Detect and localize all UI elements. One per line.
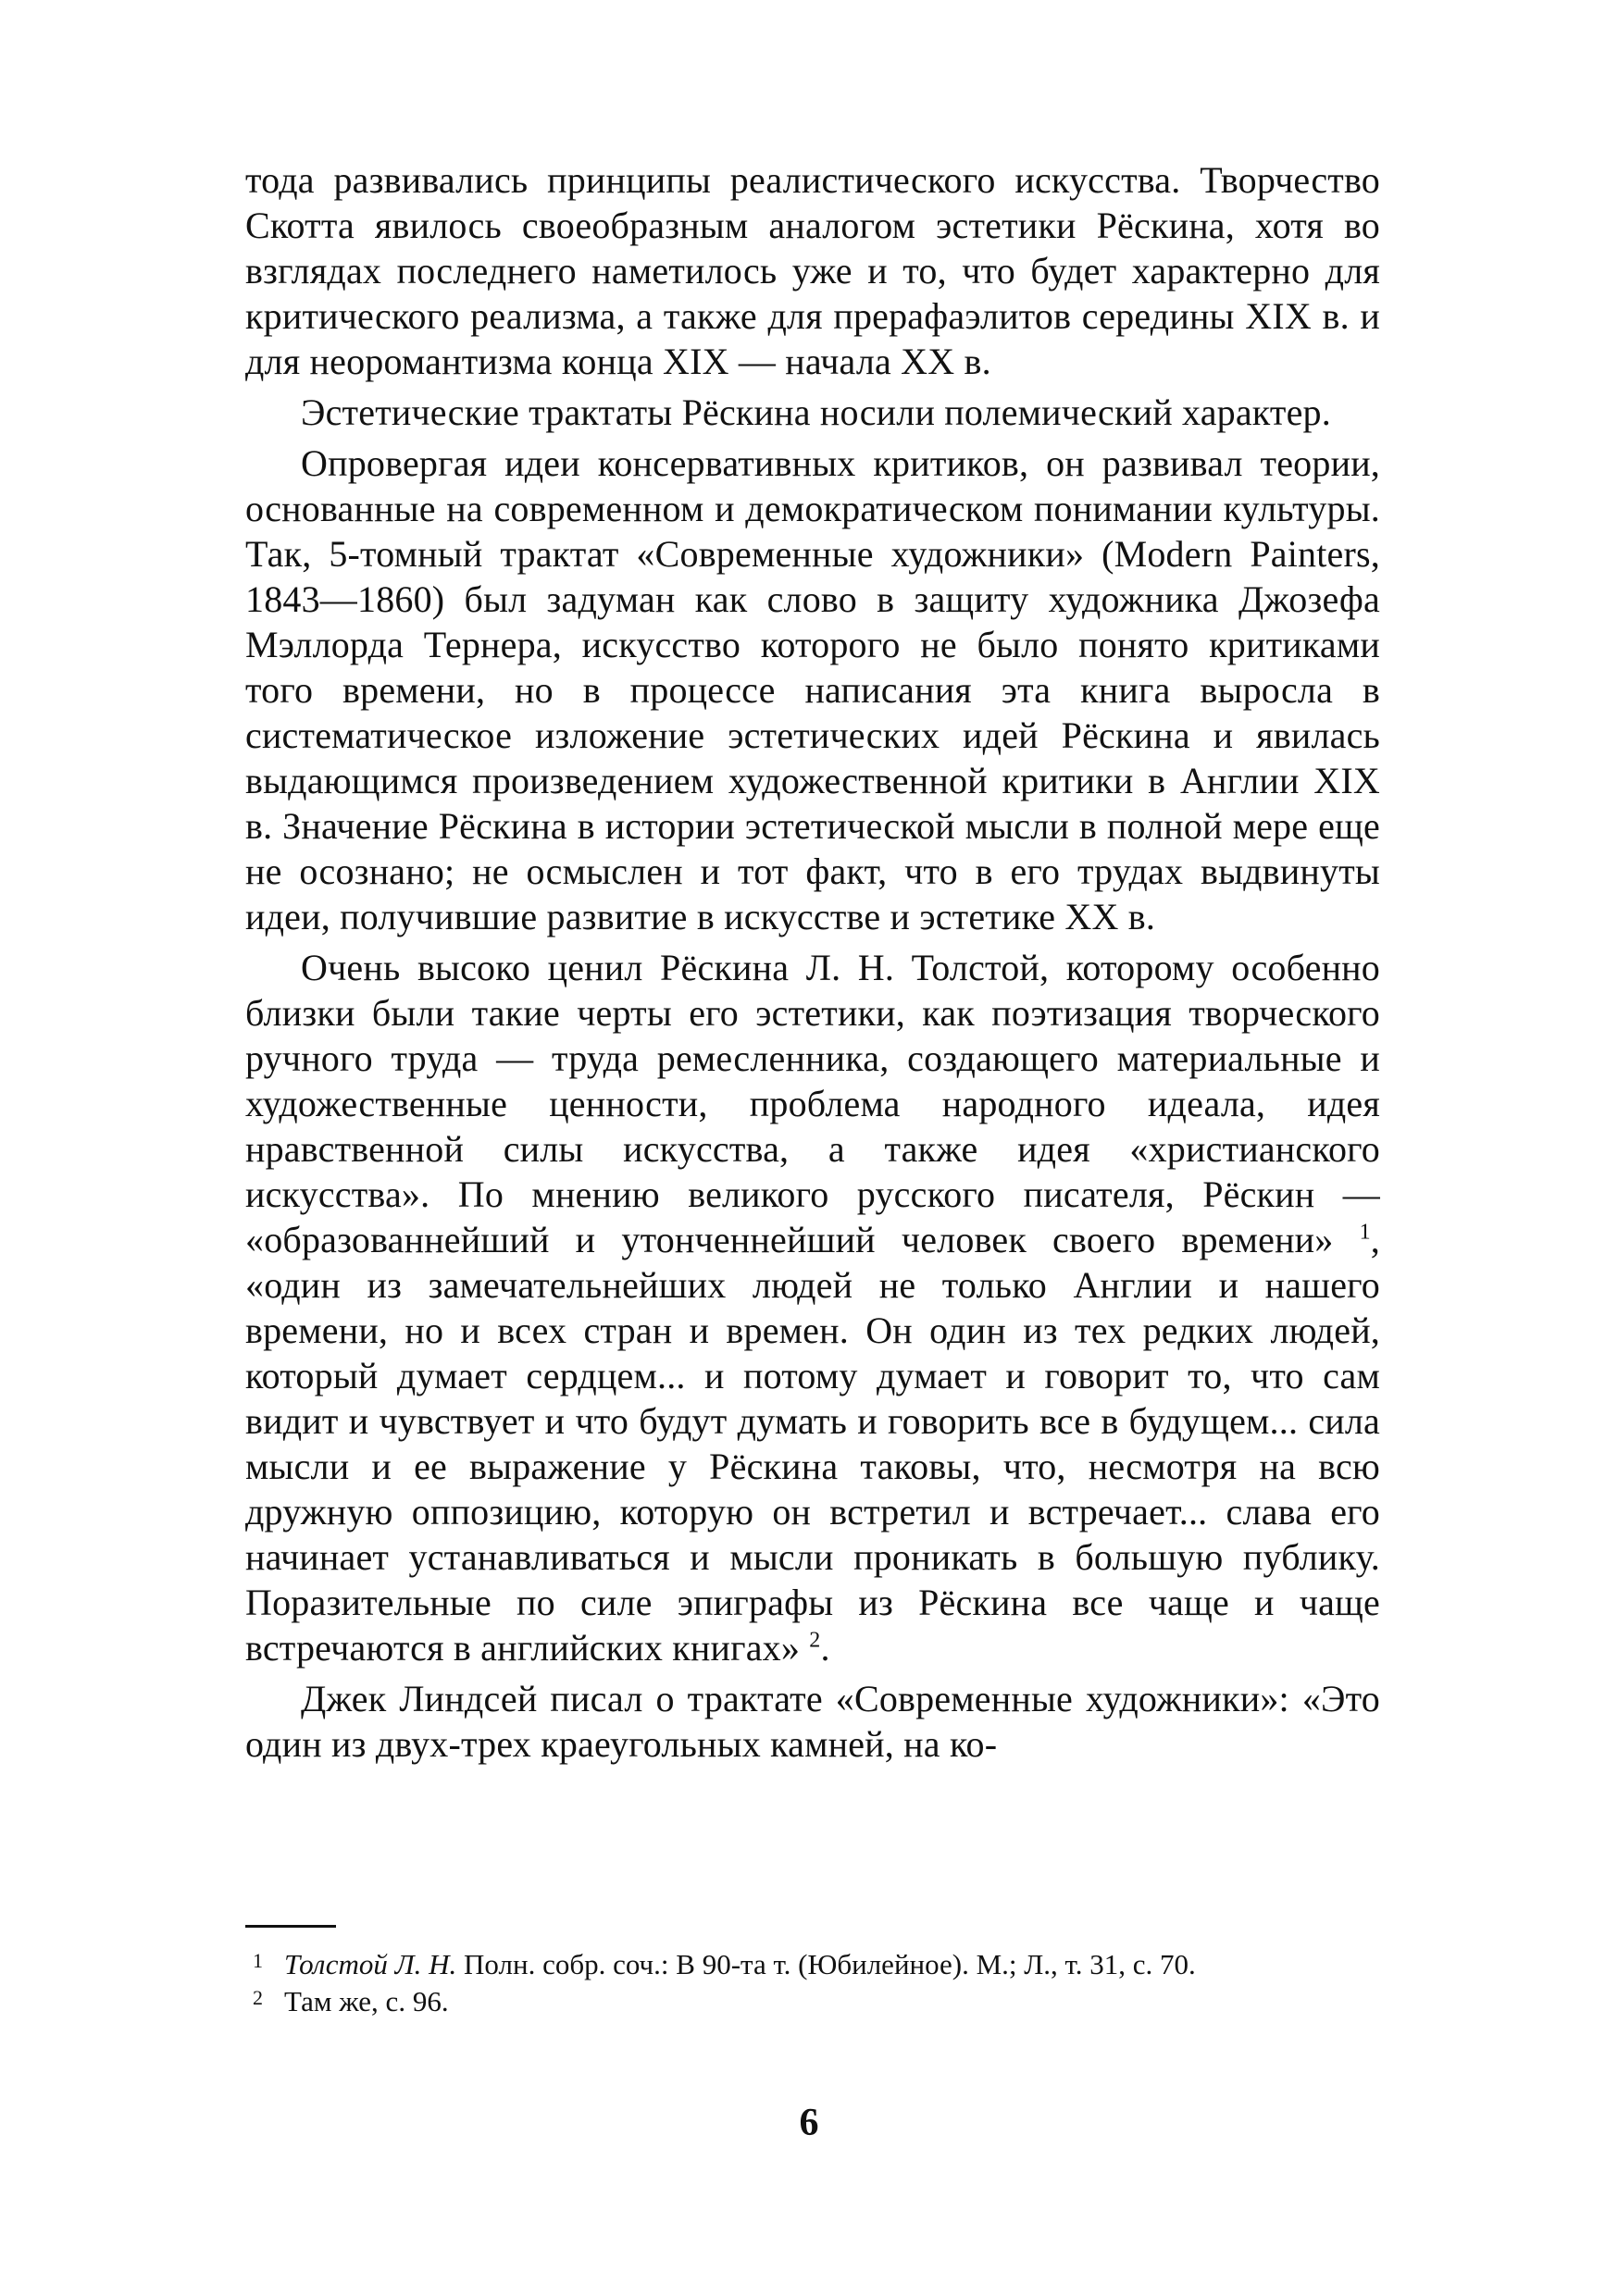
page-body — [245, 157, 1380, 1767]
footnote-1 — [245, 1947, 1380, 1982]
paragraph-3: Опровергая идеи консервативных критиков, он развивал теории, основанные на современном и демократическом понимании культуры. Так, 5-томный трактат «Современные художники» (Modern Painters, 1843—1860) был задуман как слово в защиту художника Джозефа Мэллорда Тернера, искусство которого не было понято критиками того времени, но в процессе написания эта книга выросла в систематическое изложение эстетических идей Рёскина и явилась выдающимся произведением художественной критики в Англии XIX в. Значение Рёскина в истории эстетической мысли в полной мере еще не осознано; не осмыслен и тот факт, что в его трудах выдвинуты идеи, получившие развитие в искусстве и эстетике XX в. — [245, 442, 1380, 937]
paragraph-4-part-b: , «один из замечательнейших людей не только Англии и нашего времени, но и всех стран и времен. Он один из тех редких людей, который думает сердцем... и потому думает и говорит то, что сам видит и чувствует и что будут думать и говорить все в будущем... сила мысли и ее выражение у Рёскина таковы, что, несмотря на всю дружную оппозицию, которую он встретил и встречает... слава его начинает устанавливаться и мысли проникать в большую публику. Поразительные по силе эпиграфы из Рёскина все чаще и чаще встречаются в английских книгах» — [245, 1219, 1380, 1669]
footnote-1-mark: 1 — [253, 1949, 263, 1972]
footnote-1-author: Толстой Л. Н. — [284, 1948, 457, 1980]
footnote-2-mark: 2 — [253, 1986, 263, 2009]
footnote-2 — [245, 1984, 1380, 2019]
page-number: 6 — [799, 2102, 819, 2144]
paragraph-2: Эстетические трактаты Рёскина носили полемический характер. — [301, 391, 1331, 433]
paragraph-4 — [245, 945, 1380, 1670]
footnotes — [245, 1947, 1380, 2021]
paragraph-4-part-c: . — [820, 1627, 830, 1669]
footnote-divider — [245, 1925, 336, 1928]
paragraph-4-part-a: Очень высоко ценил Рёскина Л. Н. Толстой, которому особенно близки были такие черты его эстетики, как поэтизация творческого ручного труда — труда ремесленника, создающего материальные и художественные ценности, проблема народного идеала, идея нравственной силы искусства, а также идея «христианского искусства». По мнению великого русского писателя, Рёскин — «образованнейший и утонченнейший человек своего времени» — [245, 947, 1380, 1260]
paragraph-5: Джек Линдсей писал о трактате «Современные художники»: «Это один из двух-трех краеугольных камней, на ко- — [245, 1678, 1380, 1765]
footnote-1-text: Полн. собр. соч.: В 90-та т. (Юбилейное). М.; Л., т. 31, с. 70. — [464, 1948, 1196, 1980]
footnote-ref-2: 2 — [809, 1628, 821, 1653]
footnote-ref-1: 1 — [1359, 1220, 1371, 1245]
footnote-2-text: Там же, с. 96. — [284, 1985, 449, 2017]
paragraph-1: тода развивались принципы реалистического искусства. Творчество Скотта явилось своеобразным аналогом эстетики Рёскина, хотя во взглядах последнего наметилось уже и то, что будет характерно для критического реализма, а также для прерафаэлитов середины XIX в. и для неоромантизма конца XIX — начала XX в. — [245, 159, 1380, 382]
